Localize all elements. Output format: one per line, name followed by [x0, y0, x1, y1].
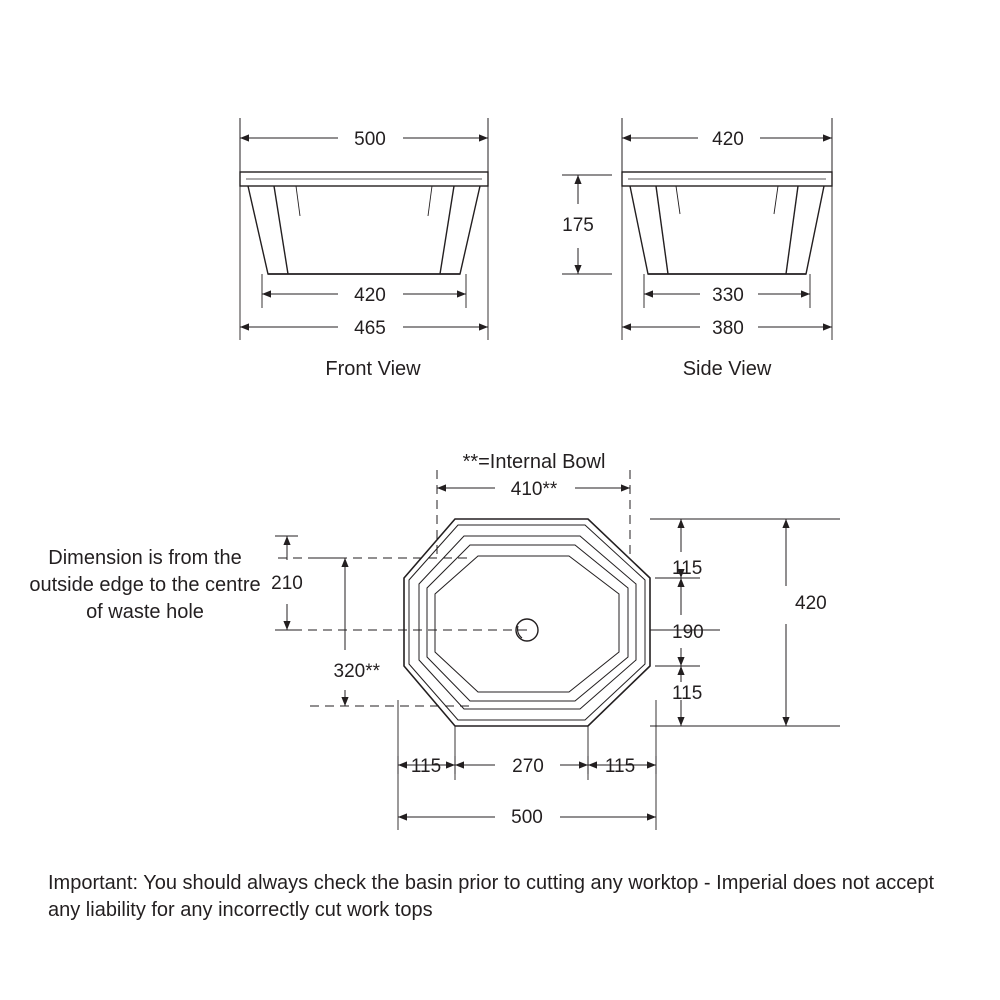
footer-line-2: any liability for any incorrectly cut work tops: [48, 899, 433, 921]
waste-hole-note-line1: Dimension is from the: [48, 547, 242, 569]
bowl-width-label: 410**: [510, 479, 558, 500]
bottom-dim-mid-label: 270: [512, 756, 544, 777]
waste-hole-note-line2: outside edge to the centre: [29, 574, 261, 596]
overall-depth-label: 420: [795, 593, 827, 614]
right-dim-bottom-label: 115: [672, 683, 703, 704]
front-top-width-label: 500: [354, 129, 386, 150]
front-inner-width-label: 420: [354, 285, 386, 306]
waste-hole-note-line3: of waste hole: [86, 601, 204, 623]
waste-offset-label: 210: [271, 573, 303, 594]
bottom-dim-left-label: 115: [410, 756, 442, 777]
side-height-label: 175: [562, 215, 594, 236]
bottom-dim-right-label: 115: [604, 756, 636, 777]
overall-width-label: 500: [511, 807, 543, 828]
side-base-width-label: 380: [712, 318, 744, 339]
footer-disclaimer: [48, 870, 988, 924]
front-view-title: Front View: [325, 358, 421, 380]
side-top-width-label: 420: [712, 129, 744, 150]
bowl-depth-label: 320**: [333, 661, 380, 682]
internal-bowl-note: **=Internal Bowl: [462, 451, 606, 473]
front-base-width-label: 465: [354, 318, 386, 339]
side-view-title: Side View: [682, 358, 772, 380]
footer-line-1: Important: You should always check the basin prior to cutting any worktop - Imperial does not accept: [48, 872, 935, 894]
waste-hole-note: [20, 545, 270, 626]
right-dim-top-label: 115: [672, 558, 703, 579]
right-dim-mid-label: 190: [672, 622, 704, 643]
side-inner-width-label: 330: [712, 285, 744, 306]
